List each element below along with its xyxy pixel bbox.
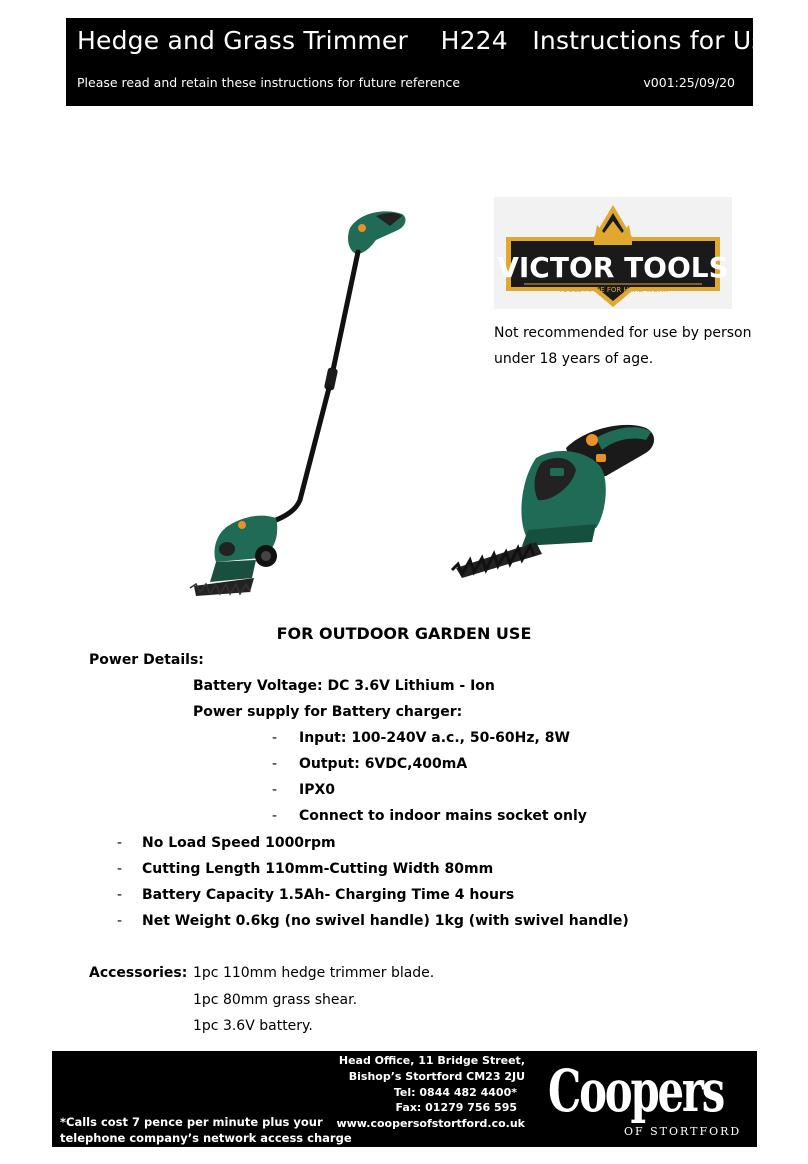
age-note-line1: Not recommended for use by person: [494, 325, 752, 341]
age-note-line2: under 18 years of age.: [494, 351, 654, 367]
battery-voltage: Battery Voltage: DC 3.6V Lithium - Ion: [193, 678, 495, 694]
footer-banner: [52, 1051, 757, 1147]
list-dash: -: [117, 861, 123, 877]
document-subtitle: Please read and retain these instructions for future reference: [77, 75, 461, 90]
logo-brand-text: VICTOR TOOLS: [497, 251, 729, 284]
list-dash: -: [117, 835, 123, 851]
list-dash: -: [272, 808, 278, 824]
accessory-item: 1pc 3.6V battery.: [193, 1018, 313, 1034]
spec-weight: Net Weight 0.6kg (no swivel handle) 1kg (with swivel handle): [142, 913, 629, 929]
footer-call-note-line2: telephone company’s network access charge: [60, 1131, 352, 1145]
header-banner: [66, 18, 781, 106]
footer-call-note-line1: *Calls cost 7 pence per minute plus your: [60, 1115, 323, 1129]
footer-website[interactable]: www.coopersofstortford.co.uk: [336, 1117, 525, 1130]
footer-address-line: Head Office, 11 Bridge Street,: [338, 1054, 525, 1067]
document-title: Hedge and Grass Trimmer H224 Instructions for Use: [77, 26, 781, 55]
charger-output: Output: 6VDC,400mA: [299, 756, 468, 772]
list-dash: -: [272, 756, 278, 772]
logo-tagline: TOOLS MADE FOR HARD WORK: [558, 286, 668, 294]
list-dash: -: [117, 887, 123, 903]
charger-ipx: IPX0: [299, 782, 336, 798]
document-version: v001:25/09/20: [643, 75, 735, 90]
footer-phone: Tel: 0844 482 4400*: [393, 1086, 517, 1099]
power-details-heading: Power Details:: [89, 652, 204, 668]
accessories-heading: Accessories:: [89, 965, 188, 981]
charger-heading: Power supply for Battery charger:: [193, 704, 463, 720]
spec-speed: No Load Speed 1000rpm: [142, 835, 336, 851]
accessory-item: 1pc 110mm hedge trimmer blade.: [193, 965, 435, 981]
spec-battery: Battery Capacity 1.5Ah- Charging Time 4 hours: [142, 887, 515, 903]
accessory-item: 1pc 80mm grass shear.: [193, 992, 358, 1008]
coopers-logo-subtitle: OF STORTFORD: [624, 1125, 742, 1138]
section-title: FOR OUTDOOR GARDEN USE: [276, 624, 532, 643]
list-dash: -: [272, 730, 278, 746]
charger-socket: Connect to indoor mains socket only: [299, 808, 587, 824]
list-dash: -: [117, 913, 123, 929]
trimmer-with-handle-image: [180, 200, 420, 610]
victor-tools-logo: [494, 197, 732, 309]
charger-input: Input: 100-240V a.c., 50-60Hz, 8W: [299, 730, 570, 746]
footer-address-line: Bishop’s Stortford CM23 2JU: [348, 1070, 525, 1083]
spec-cutting: Cutting Length 110mm-Cutting Width 80mm: [142, 861, 494, 877]
footer-fax: Fax: 01279 756 595: [395, 1101, 517, 1114]
list-dash: -: [272, 782, 278, 798]
hedge-trimmer-image: [446, 418, 664, 590]
coopers-logo-text: Coopers: [548, 1057, 724, 1125]
